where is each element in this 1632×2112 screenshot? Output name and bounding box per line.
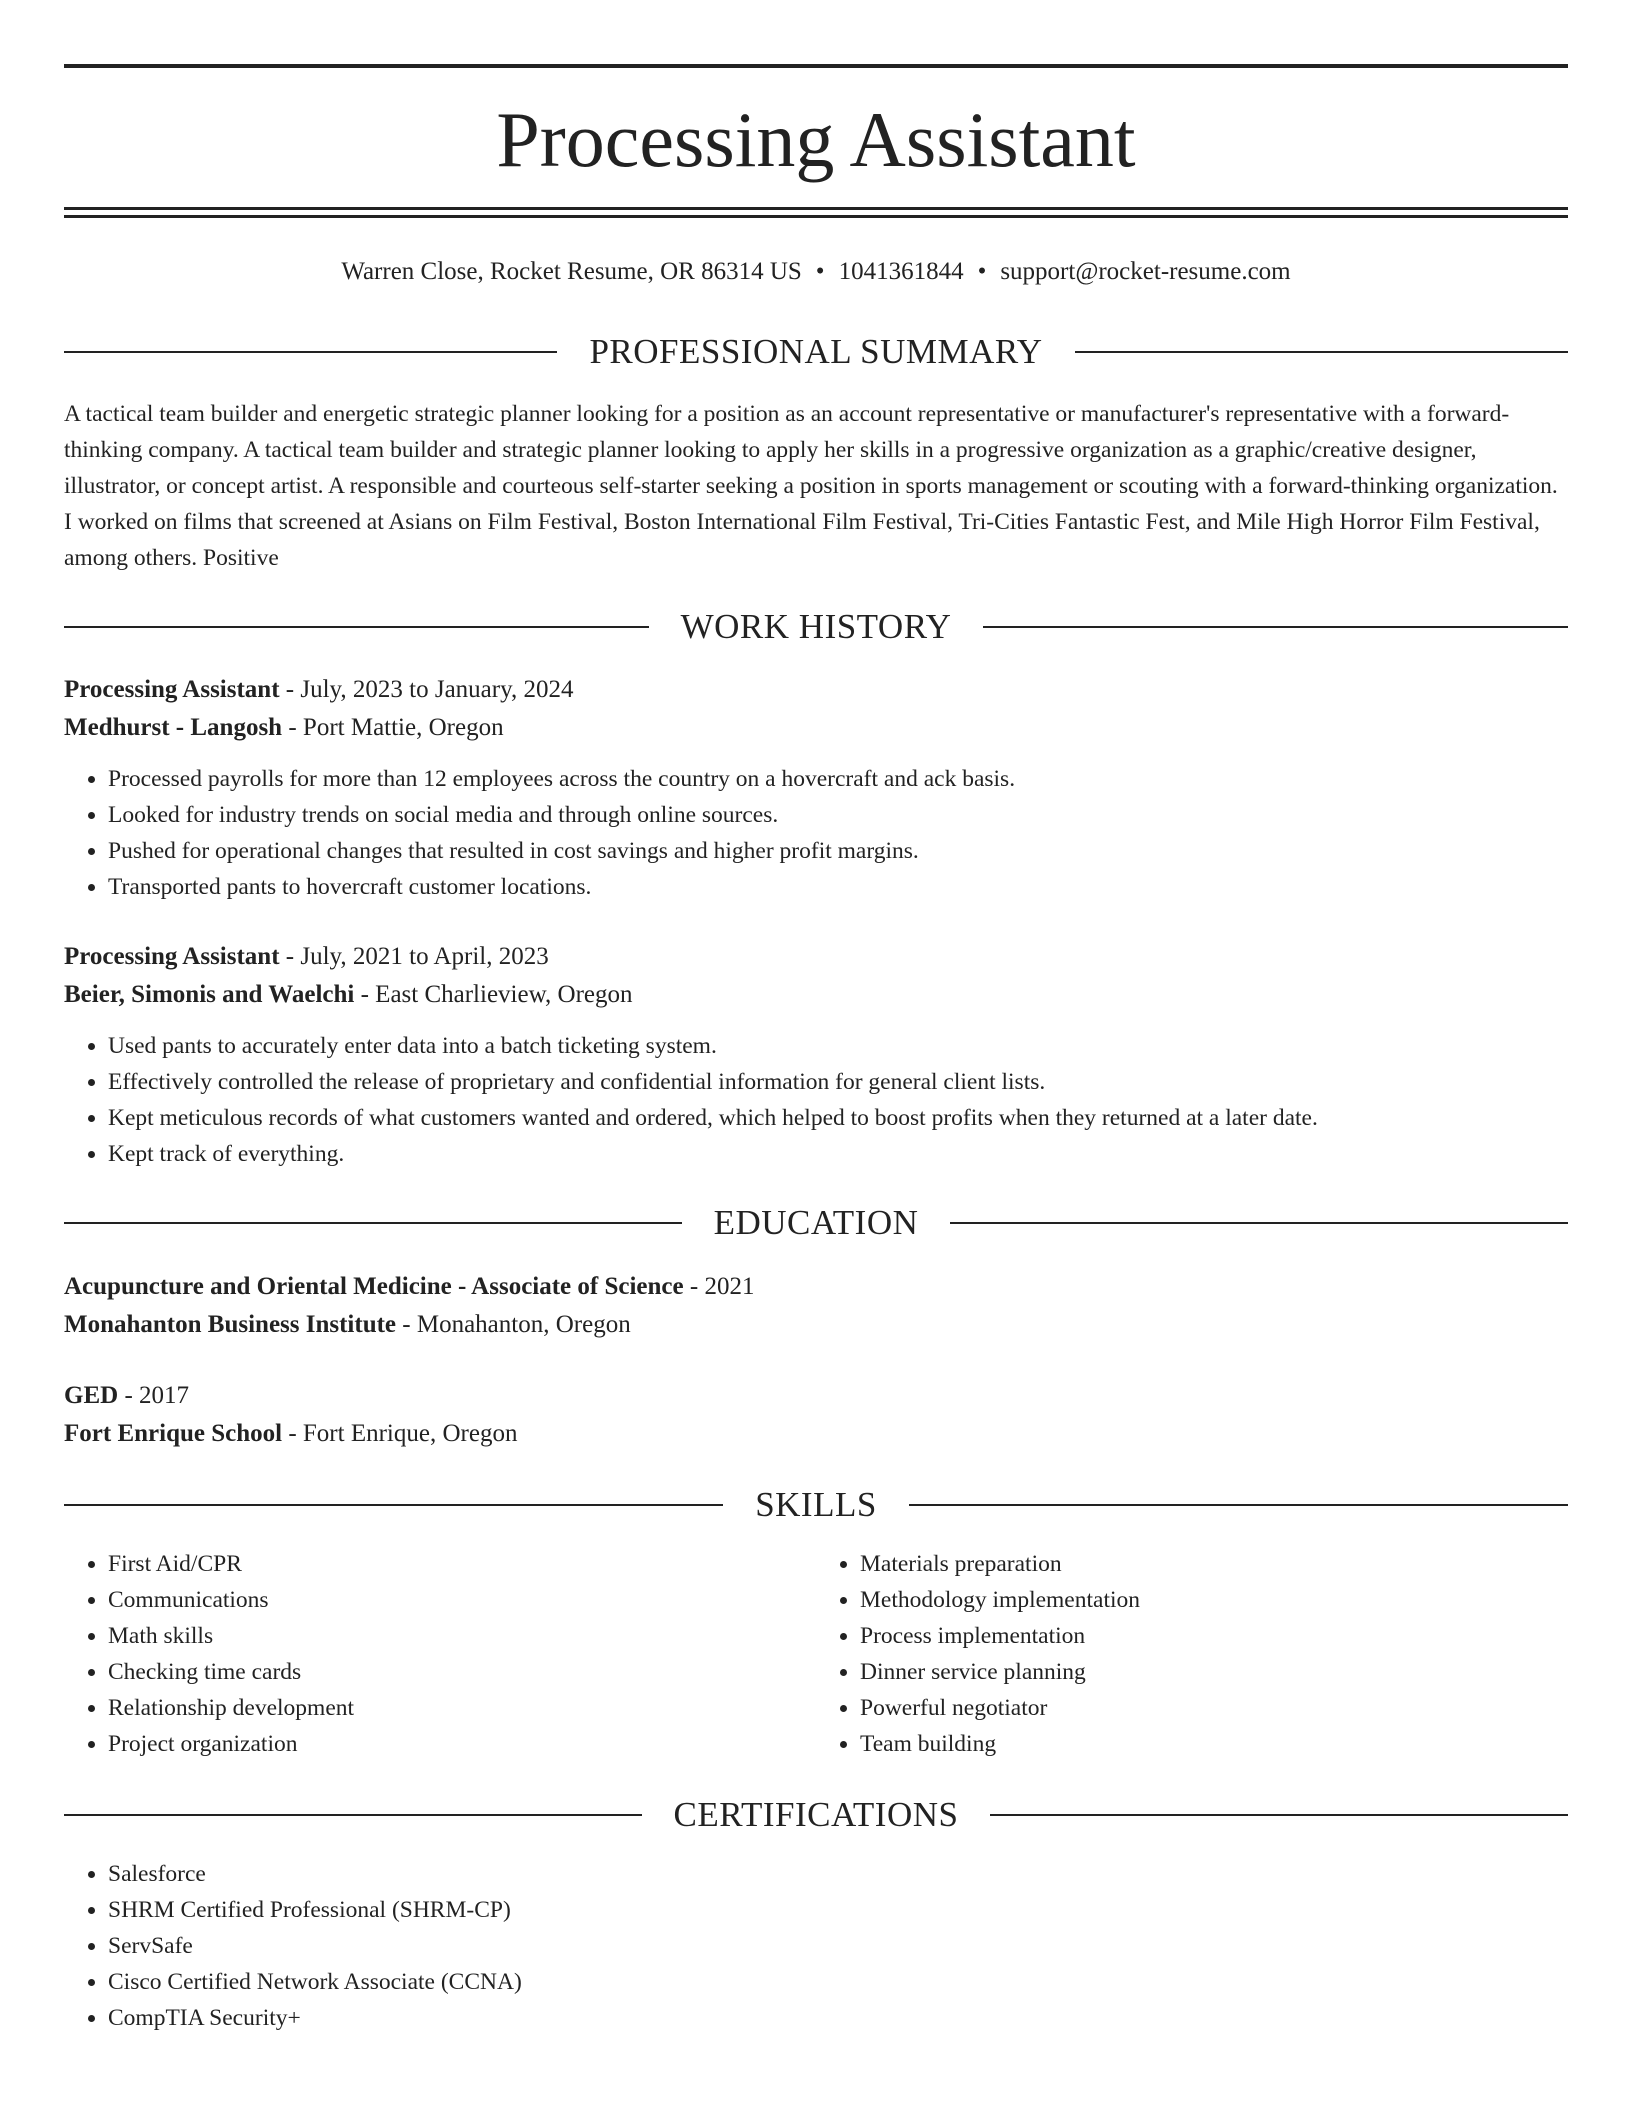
work-heading: WORK HISTORY: [680, 607, 952, 646]
certifications-heading: CERTIFICATIONS: [673, 1795, 959, 1834]
heading-rule: [64, 351, 557, 353]
skills-section-heading: [64, 1483, 1568, 1527]
heading-rule: [983, 626, 1568, 628]
list-item: • Methodology implementation: [860, 1582, 1568, 1618]
job-dates: - July, 2023 to January, 2024: [279, 676, 574, 703]
summary-heading: PROFESSIONAL SUMMARY: [589, 332, 1043, 371]
job-location: - Port Mattie, Oregon: [282, 714, 504, 741]
heading-rule: [909, 1504, 1568, 1506]
education-year: - 2017: [118, 1382, 190, 1409]
list-item: • Dinner service planning: [860, 1654, 1568, 1690]
certifications-list: [64, 1856, 1568, 2036]
education-degree-line: [64, 1268, 1568, 1306]
contact-phone: 1041361844: [838, 258, 964, 285]
education-degree: Acupuncture and Oriental Medicine - Associate of Science: [64, 1273, 684, 1300]
list-item: • Transported pants to hovercraft customer locations.: [108, 869, 1568, 905]
contact-separator: •: [815, 258, 825, 285]
list-item: • Salesforce: [108, 1856, 1568, 1892]
list-item: • CompTIA Security+: [108, 2000, 1568, 2036]
education-school-line: [64, 1415, 1568, 1453]
list-item: • Materials preparation: [860, 1546, 1568, 1582]
skills-column-left: [64, 1546, 816, 1762]
heading-rule: [64, 1504, 723, 1506]
list-item: • Relationship development: [108, 1690, 816, 1726]
list-item: • Processed payrolls for more than 12 employees across the country on a hovercraft and ack basis.: [108, 761, 1568, 797]
job-company-line: [64, 709, 1568, 747]
job-company: Beier, Simonis and Waelchi: [64, 981, 355, 1008]
list-item: • First Aid/CPR: [108, 1546, 816, 1582]
list-item: • Kept track of everything.: [108, 1136, 1568, 1172]
list-item: • Kept meticulous records of what customers wanted and ordered, which helped to boost profits when they returned at a later date.: [108, 1100, 1568, 1136]
education-school: Monahanton Business Institute: [64, 1311, 397, 1338]
summary-section-heading: [64, 330, 1568, 374]
education-heading: EDUCATION: [713, 1203, 919, 1242]
list-item: • Used pants to accurately enter data into a batch ticketing system.: [108, 1028, 1568, 1064]
work-section-heading: [64, 605, 1568, 649]
education-entry: [64, 1377, 1568, 1453]
list-item: • Math skills: [108, 1618, 816, 1654]
job-location: - East Charlieview, Oregon: [354, 981, 633, 1008]
page-title: Processing Assistant: [496, 96, 1136, 183]
education-location: - Fort Enrique, Oregon: [282, 1420, 518, 1447]
job-title: Processing Assistant: [64, 676, 280, 703]
heading-rule: [64, 1222, 682, 1224]
job-bullets: [64, 1028, 1568, 1172]
list-item: • Team building: [860, 1726, 1568, 1762]
top-rule: [64, 64, 1568, 68]
education-year: - 2021: [683, 1273, 755, 1300]
title-double-rule: [64, 207, 1568, 218]
job-entry: [64, 671, 1568, 905]
job-bullets: [64, 761, 1568, 905]
list-item: • Pushed for operational changes that resulted in cost savings and higher profit margins.: [108, 833, 1568, 869]
job-title-line: [64, 938, 1568, 976]
education-school: Fort Enrique School: [64, 1420, 283, 1447]
education-degree-line: [64, 1377, 1568, 1415]
heading-rule: [64, 626, 649, 628]
contact-email: support@rocket-resume.com: [1000, 258, 1291, 285]
list-item: • Communications: [108, 1582, 816, 1618]
heading-rule: [990, 1814, 1568, 1816]
list-item: • Cisco Certified Network Associate (CCNA): [108, 1964, 1568, 2000]
contact-separator: •: [977, 258, 987, 285]
summary-block: [64, 396, 1568, 576]
certifications-bullets: [64, 1856, 1568, 2036]
list-item: • Project organization: [108, 1726, 816, 1762]
education-location: - Monahanton, Oregon: [396, 1311, 631, 1338]
heading-rule: [64, 1814, 642, 1816]
list-item: • Checking time cards: [108, 1654, 816, 1690]
job-dates: - July, 2021 to April, 2023: [279, 943, 549, 970]
education-section-heading: [64, 1201, 1568, 1245]
list-item: • Process implementation: [860, 1618, 1568, 1654]
job-title: Processing Assistant: [64, 943, 280, 970]
contact-address: Warren Close, Rocket Resume, OR 86314 US: [341, 258, 802, 285]
heading-rule: [950, 1222, 1568, 1224]
list-item: • Effectively controlled the release of proprietary and confidential information for general client lists.: [108, 1064, 1568, 1100]
list-item: • Powerful negotiator: [860, 1690, 1568, 1726]
contact-line: [64, 252, 1568, 292]
job-title-line: [64, 671, 1568, 709]
job-company-line: [64, 976, 1568, 1014]
education-school-line: [64, 1306, 1568, 1344]
job-company: Medhurst - Langosh: [64, 714, 283, 741]
skills-heading: SKILLS: [755, 1485, 877, 1524]
job-entry: [64, 938, 1568, 1172]
list-item: • ServSafe: [108, 1928, 1568, 1964]
heading-rule: [1075, 351, 1568, 353]
certifications-section-heading: [64, 1793, 1568, 1837]
education-entry: [64, 1268, 1568, 1344]
list-item: • SHRM Certified Professional (SHRM-CP): [108, 1892, 1568, 1928]
skills-column-right: [816, 1546, 1568, 1762]
list-item: • Looked for industry trends on social media and through online sources.: [108, 797, 1568, 833]
skills-list: [64, 1546, 1568, 1762]
education-degree: GED: [64, 1382, 119, 1409]
summary-text: A tactical team builder and energetic strategic planner looking for a position as an account representative or manufacturer's representative with a forward-thinking company. A tactical team builder and strategic planner looking to apply her skills in a progressive organization as a graphic/creative designer, illustrator, or concept artist. A responsible and courteous self-starter seeking a position in sports management or scouting with a forward-thinking organization. I worked on films that screened at Asians on Film Festival, Boston International Film Festival, Tri-Cities Fantastic Fest, and Mile High Horror Film Festival, among others. Positive: [64, 401, 1558, 571]
